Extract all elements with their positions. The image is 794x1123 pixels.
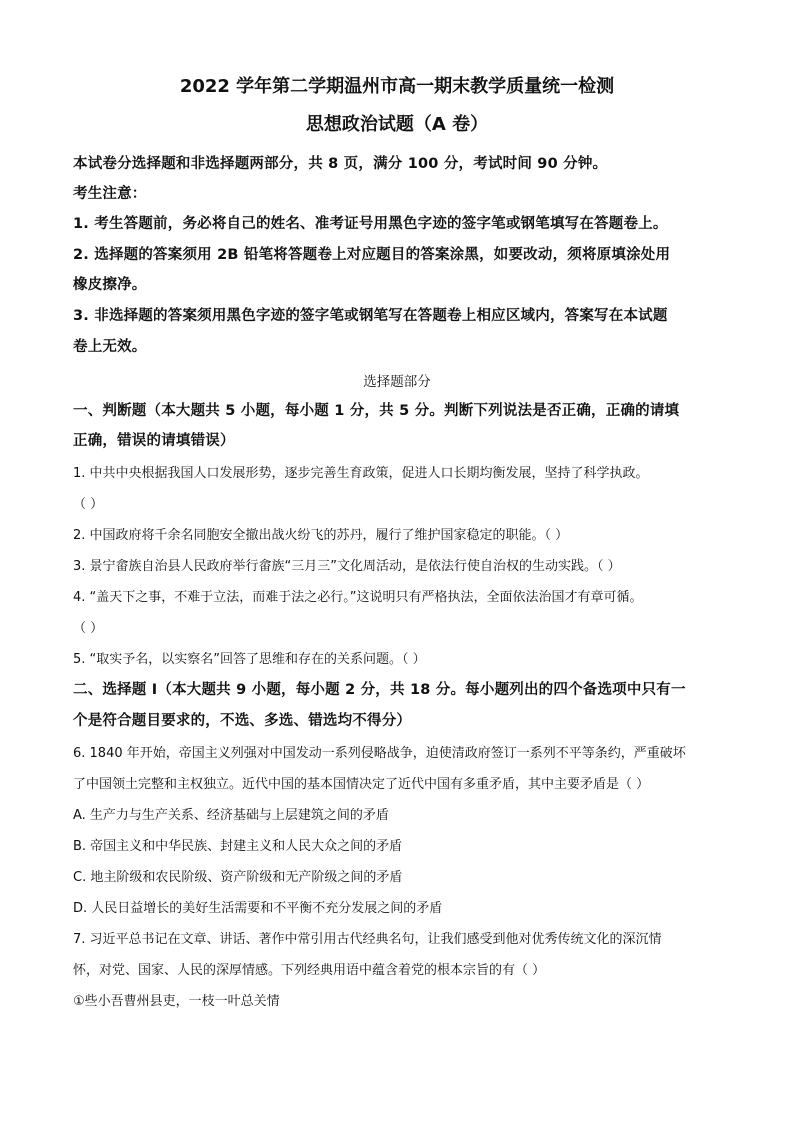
question-7-cont: 怀，对党、国家、人民的深厚情感。下列经典用语中蕴含着党的根本宗旨的有（ ）: [73, 963, 546, 978]
question-5: 5. “取实予名，以实察名”回答了思维和存在的关系问题。（ ）: [73, 652, 426, 667]
notice-title: 考生注意：: [73, 186, 147, 202]
question-1-blank: （ ）: [73, 497, 104, 512]
notice-item-3: 3. 非选择题的答案须用黑色字迹的签字笔或钢笔写在答题卷上相应区域内，答案写在本试题: [73, 308, 668, 324]
exam-subtitle: 思想政治试题（A 卷）: [305, 114, 489, 135]
part2-heading: 二、选择题 I（本大题共 9 小题，每小题 2 分，共 18 分。每小题列出的四个备选项中只有一: [73, 682, 686, 698]
question-2: 2. 中国政府将千余名同胞安全撤出战火纷飞的苏丹，履行了维护国家稳定的职能。（ ）: [73, 528, 569, 543]
question-6-option-b: B. 帝国主义和中华民族、封建主义和人民大众之间的矛盾: [73, 839, 403, 854]
notice-item-2: 2. 选择题的答案须用 2B 铅笔将答题卷上对应题目的答案涂黑，如要改动，须将原填涂处用: [73, 247, 671, 263]
question-6-option-d: D. 人民日益增长的美好生活需要和不平衡不充分发展之间的矛盾: [73, 901, 443, 916]
question-3: 3. 景宁畲族自治县人民政府举行畲族“三月三”文化周活动，是依法行使自治权的生动实践。（ ）: [73, 559, 621, 574]
question-4: 4. “盖天下之事，不难于立法，而难于法之必行。”这说明只有严格执法，全面依法治国才有章可循。: [73, 590, 643, 605]
question-1: 1. 中共中央根据我国人口发展形势，逐步完善生育政策，促进人口长期均衡发展，坚持了科学执政。: [73, 466, 649, 481]
notice-item-1: 1. 考生答题前，务必将自己的姓名、准考证号用黑色字迹的签字笔或钢笔填写在答题卷上。: [73, 216, 668, 232]
part2-heading-cont: 个是符合题目要求的，不选、多选、错选均不得分）: [73, 713, 412, 729]
question-6-cont: 了中国领土完整和主权独立。近代中国的基本国情决定了近代中国有多重矛盾，其中主要矛盾是（ ）: [73, 777, 650, 792]
question-4-blank: （ ）: [73, 621, 104, 636]
notice-item-3-cont: 卷上无效。: [73, 339, 147, 355]
exam-description: 本试卷分选择题和非选择题两部分，共 8 页，满分 100 分，考试时间 90 分钟。: [73, 156, 608, 172]
question-6: 6. 1840 年开始，帝国主义列强对中国发动一系列侵略战争，迫使清政府签订一系列不平等条约，严重破坏: [73, 746, 686, 761]
notice-item-2-cont: 橡皮擦净。: [73, 277, 147, 293]
question-7-item-1: ①些小吾曹州县吏，一枝一叶总关情: [73, 994, 280, 1009]
exam-title: 2022 学年第二学期温州市高一期末教学质量统一检测: [179, 76, 615, 97]
question-7: 7. 习近平总书记在文章、讲话、著作中常引用古代经典名句，让我们感受到他对优秀传统文化的深沉情: [73, 932, 662, 947]
question-6-option-c: C. 地主阶级和农民阶级、资产阶级和无产阶级之间的矛盾: [73, 870, 403, 885]
section-choice-heading: 选择题部分: [363, 374, 431, 390]
part1-heading-cont: 正确，错误的请填错误）: [73, 433, 235, 449]
part1-heading: 一、判断题（本大题共 5 小题，每小题 1 分，共 5 分。判断下列说法是否正确，正确的请填: [73, 403, 680, 419]
question-6-option-a: A. 生产力与生产关系、经济基础与上层建筑之间的矛盾: [73, 808, 389, 823]
